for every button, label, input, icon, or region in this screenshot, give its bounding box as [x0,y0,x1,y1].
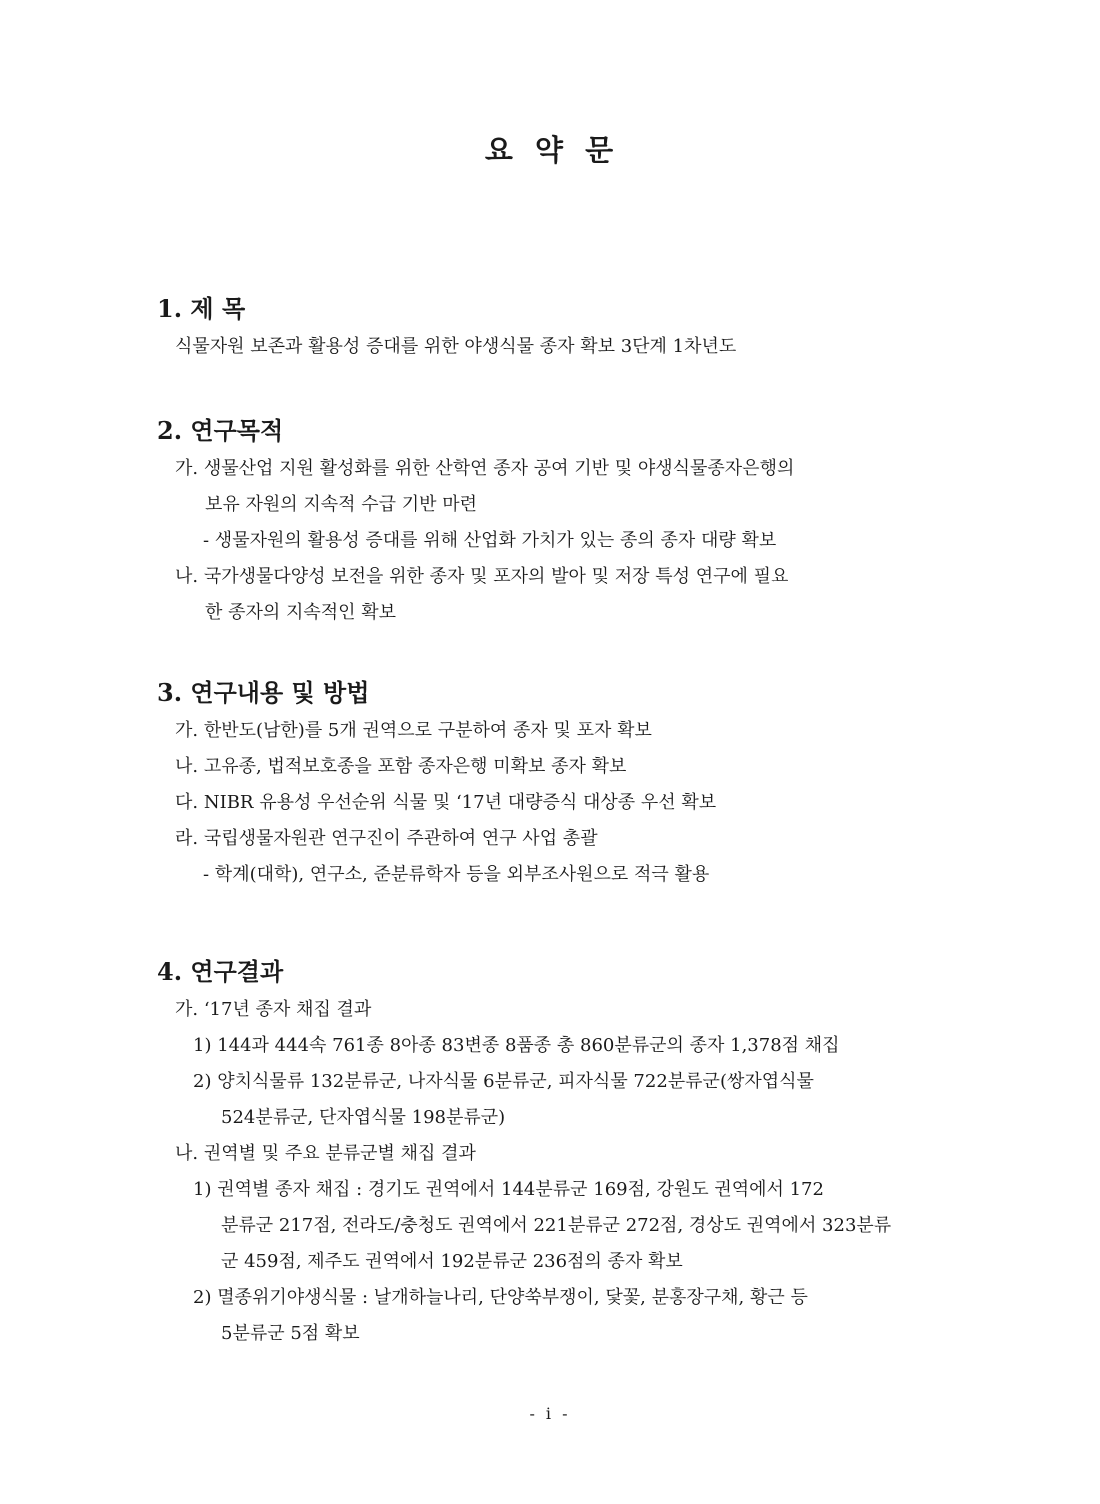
title-text: 식물자원 보존과 활용성 증대를 위한 야생식물 종자 확보 3단계 1차년도 [175,336,737,357]
results-item-ga-2-line1: 2) 양치식물류 132분류군, 나자식물 6분류군, 피자식물 722분류군(쌍자엽식물 [193,1071,814,1092]
purpose-item-ga-line1: 가. 생물산업 지원 활성화를 위한 산학연 종자 공여 기반 및 야생식물종자은행의 [175,458,795,479]
section-results [157,952,957,1352]
results-item-na-2-line2: 5분류군 5점 확보 [221,1323,360,1344]
page-number: - i - [529,1404,571,1423]
methods-item-ra: 라. 국립생물자원관 연구진이 주관하여 연구 사업 총괄 [175,828,598,849]
section-heading: 1. 제 목 [157,294,246,323]
methods-item-ga: 가. 한반도(남한)를 5개 권역으로 구분하여 종자 및 포자 확보 [175,720,652,741]
section-heading: 4. 연구결과 [157,957,284,986]
results-item-na-1-line3: 군 459점, 제주도 권역에서 192분류군 236점의 종자 확보 [221,1251,683,1272]
results-item-ga-2-line2: 524분류군, 단자엽식물 198분류군) [221,1107,506,1128]
methods-item-da: 다. NIBR 유용성 우선순위 식물 및 ‘17년 대량증식 대상종 우선 확보 [175,792,717,813]
section-methods [157,673,957,893]
results-item-na-1-line1: 1) 권역별 종자 채집 : 경기도 권역에서 144분류군 169점, 강원도 권역에서 172 [193,1179,824,1200]
results-item-na: 나. 권역별 및 주요 분류군별 채집 결과 [175,1143,476,1164]
purpose-item-na-line1: 나. 국가생물다양성 보전을 위한 종자 및 포자의 발아 및 저장 특성 연구에 필요 [175,566,789,587]
purpose-item-ga-line2: 보유 자원의 지속적 수급 기반 마련 [205,494,478,515]
section-heading: 3. 연구내용 및 방법 [157,678,370,707]
purpose-item-ga-dash: - 생물자원의 활용성 증대를 위해 산업화 가치가 있는 종의 종자 대량 확보 [203,530,777,551]
methods-item-ra-dash: - 학계(대학), 연구소, 준분류학자 등을 외부조사원으로 적극 활용 [203,864,710,885]
results-item-ga-1: 1) 144과 444속 761종 8아종 83변종 8품종 총 860분류군의 종자 1,378점 채집 [193,1035,840,1056]
methods-item-na: 나. 고유종, 법적보호종을 포함 종자은행 미확보 종자 확보 [175,756,627,777]
results-item-na-1-line2: 분류군 217점, 전라도/충청도 권역에서 221분류군 272점, 경상도 권역에서 323분류 [221,1215,892,1236]
section-title [157,289,957,365]
section-heading: 2. 연구목적 [157,416,284,445]
purpose-item-na-line2: 한 종자의 지속적인 확보 [205,602,397,623]
results-item-ga: 가. ‘17년 종자 채집 결과 [175,999,372,1020]
results-item-na-2-line1: 2) 멸종위기야생식물 : 날개하늘나리, 단양쑥부쟁이, 닻꽃, 분홍장구채, 황근 등 [193,1287,808,1308]
document-title: 요 약 문 [484,133,616,167]
section-purpose [157,411,957,631]
